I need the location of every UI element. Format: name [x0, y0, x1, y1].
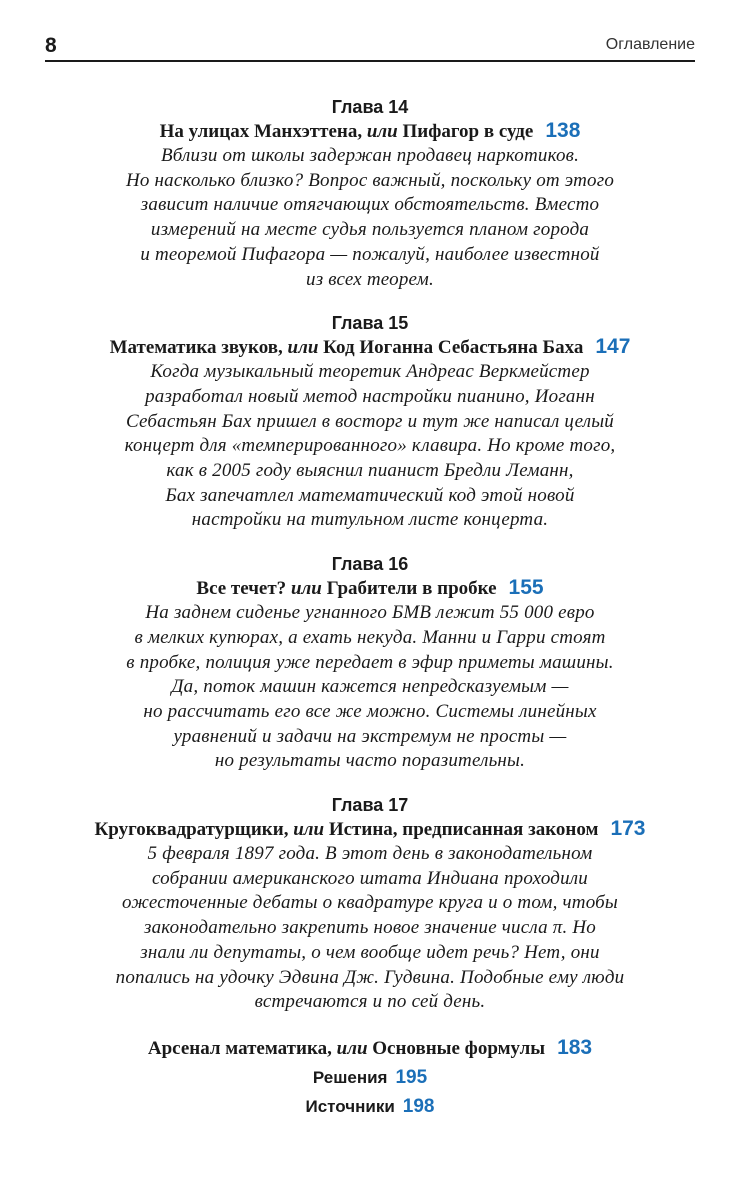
toc-appendix: [45, 1033, 695, 1121]
page-number: 8: [45, 34, 57, 57]
chapter-title-or: или: [290, 578, 322, 600]
chapter-title-main: Все течет?: [196, 578, 287, 600]
toc-entry-solutions[interactable]: [45, 1063, 695, 1092]
entry-title-or: или: [336, 1037, 368, 1059]
chapter-title-main: Математика звуков,: [109, 337, 283, 359]
entry-title-main: Арсенал математика,: [147, 1037, 332, 1059]
description-line: знали ли депутаты, о чем вообще идет речь? Нет, они: [140, 941, 600, 963]
description-line: Когда музыкальный теоретик Андреас Веркмейстер: [150, 361, 590, 383]
description-line: разработал новый метод настройки пианино, Иоганн: [145, 385, 595, 407]
description-line: концерт для «темперированного» клавира. Но кроме того,: [124, 435, 616, 457]
description-line: попались на удочку Эдвина Дж. Гудвина. Подобные ему люди: [115, 966, 625, 988]
toc-chapter-17: [45, 794, 695, 1015]
entry-page-number[interactable]: 195: [395, 1066, 428, 1088]
chapter-description: [45, 601, 695, 774]
description-line: ожесточенные дебаты о квадратуре круга и о том, чтобы: [121, 892, 618, 914]
toc-chapter-16: [45, 553, 695, 774]
chapter-page-number[interactable]: 138: [545, 119, 581, 142]
description-line: Себастьян Бах пришел в восторг и тут же написал целый: [126, 410, 614, 432]
chapter-page-number[interactable]: 147: [595, 335, 631, 359]
chapter-label: Глава 14: [331, 97, 409, 117]
chapter-description: [45, 360, 695, 533]
description-line: законодательно закрепить новое значение числа π. Но: [143, 917, 596, 939]
chapter-title[interactable]: [45, 816, 695, 842]
chapter-label: Глава 15: [331, 313, 409, 334]
chapter-title-or: или: [287, 337, 319, 359]
description-line: Вблизи от школы задержан продавец наркотиков.: [160, 145, 580, 166]
description-line: зависит наличие отягчающих обстоятельств. Вместо: [140, 194, 600, 216]
chapter-title[interactable]: [45, 118, 695, 144]
description-line: в мелких купюрах, а ехать некуда. Манни и Гарри стоят: [134, 626, 606, 648]
entry-title-sub: Основные формулы: [372, 1037, 546, 1059]
toc-chapter-15: [45, 312, 695, 533]
entry-title: Решения: [312, 1067, 388, 1087]
chapter-title-sub: Грабители в пробке: [326, 578, 497, 600]
chapter-title-or: или: [366, 121, 398, 142]
toc-entry-arsenal[interactable]: [45, 1033, 695, 1063]
description-line: Бах запечатлел математический код этой новой: [165, 484, 575, 506]
description-line: в пробке, полиция уже передает в эфир приметы машины.: [126, 651, 614, 673]
description-line: Но насколько близко? Вопрос важный, поскольку от этого: [125, 169, 615, 191]
chapter-title-main: На улицах Манхэттена,: [159, 121, 363, 142]
description-line: настройки на титульном листе концерта.: [191, 509, 549, 531]
description-line: собрании американского штата Индиана проходили: [152, 867, 588, 889]
chapter-label: Глава 16: [331, 554, 409, 575]
page-header: [45, 30, 695, 62]
description-line: На заднем сиденье угнанного БМВ лежит 55 000 евро: [145, 602, 595, 624]
chapter-title-sub: Истина, предписанная законом: [328, 819, 599, 841]
chapter-title[interactable]: [45, 334, 695, 360]
chapter-description: [45, 842, 695, 1015]
description-line: встречаются и по сей день.: [254, 991, 486, 1013]
description-line: как в 2005 году выяснил пианист Бредли Леманн,: [166, 460, 574, 482]
chapter-title-main: Кругоквадратурщики,: [94, 819, 289, 841]
chapter-title-sub: Код Иоганна Себастьяна Баха: [323, 337, 584, 359]
entry-title: Источники: [305, 1096, 395, 1116]
toc-chapter-14: [45, 96, 695, 292]
description-line: уравнений и задачи на экстремум не просты —: [173, 725, 567, 747]
description-line: Да, поток машин кажется непредсказуемым —: [171, 676, 569, 698]
chapter-title-sub: Пифагор в суде: [402, 121, 534, 142]
toc-content: [45, 96, 695, 1121]
running-head: Оглавление: [605, 36, 695, 53]
entry-page-number[interactable]: 183: [557, 1035, 593, 1059]
chapter-page-number[interactable]: 173: [610, 817, 646, 841]
description-line: из всех теорем.: [306, 268, 434, 290]
chapter-page-number[interactable]: 155: [508, 576, 544, 600]
description-line: но рассчитать его все же можно. Системы линейных: [143, 700, 597, 722]
description-line: и теоремой Пифагора — пожалуй, наиболее известной: [140, 243, 600, 265]
chapter-title[interactable]: [45, 575, 695, 601]
chapter-label: Глава 17: [331, 795, 409, 816]
toc-entry-sources[interactable]: [45, 1092, 695, 1121]
entry-page-number[interactable]: 198: [402, 1095, 435, 1117]
chapter-title-or: или: [293, 819, 325, 841]
description-line: но результаты часто поразительны.: [214, 750, 526, 772]
chapter-description: [45, 144, 695, 292]
description-line: 5 февраля 1897 года. В этот день в законодательном: [147, 843, 593, 865]
description-line: измерений на месте судья пользуется планом города: [150, 219, 590, 241]
